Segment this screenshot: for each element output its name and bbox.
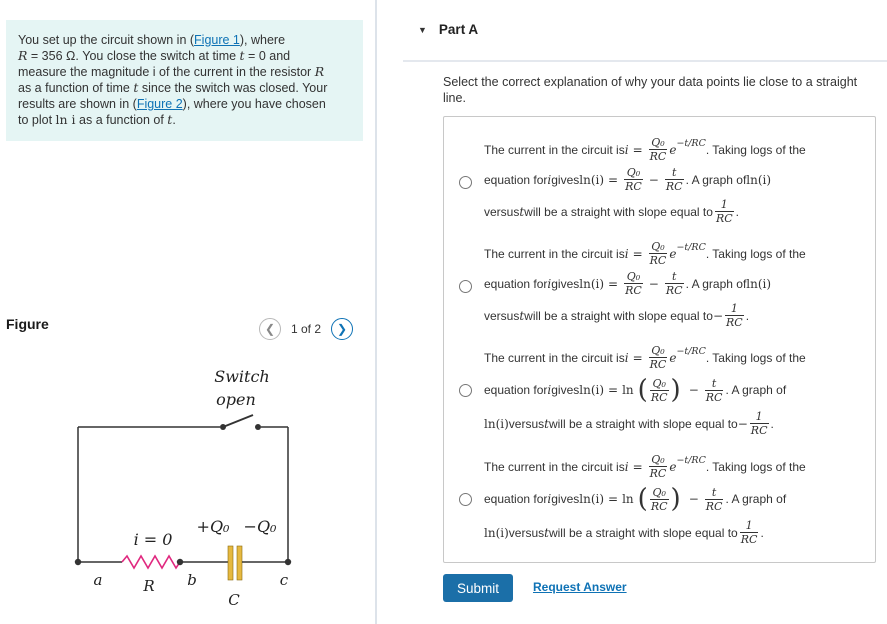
capacitor-plate-right <box>237 546 242 580</box>
part-a-header[interactable] <box>418 22 478 37</box>
figure-1-link[interactable]: Figure 1 <box>194 33 240 47</box>
node-b-label: b <box>187 571 197 589</box>
switch-blade <box>223 415 253 427</box>
node-a-dot <box>75 559 81 565</box>
question-text: Select the correct explanation of why your data points lie close to a straight line. <box>443 75 858 105</box>
node-c-label: c <box>279 571 289 589</box>
radio-option-3[interactable] <box>459 384 472 397</box>
switch-state-label: open <box>216 390 256 409</box>
resistor-label: R <box>143 577 155 595</box>
problem-line-5: results are shown in (Figure 2), where you have chosen <box>18 97 326 111</box>
figure-label: Figure <box>6 316 49 332</box>
part-title: Part A <box>438 22 479 37</box>
chevron-right-icon[interactable]: ❯ <box>331 318 353 340</box>
radio-option-4[interactable] <box>459 493 472 506</box>
answer-option-2[interactable]: The current in the circuit is i = $\frac{\text{Q₀}}{RC}$ e −t/RC . Taking logs of the equation for i gives ln(i) = $\frac{\text{Q₀}}{RC}$ − $\frac{t}{RC}$ . A graph of ln(i) versus t will be a straight with slope equal to − $\frac{1}{RC}$ . <box>444 235 875 331</box>
radio-option-1[interactable] <box>459 176 472 189</box>
capacitor-plate-left <box>228 546 233 580</box>
charge-positive-label: +Q₀ <box>196 517 230 536</box>
part-divider <box>403 60 887 62</box>
caret-down-icon: ▼ <box>418 24 427 35</box>
switch-label: Switch <box>214 367 270 386</box>
answer-option-1[interactable]: The current in the circuit is i = $\frac{\text{Q₀}}{RC}$ e −t/RC . Taking logs of the equation for i gives ln(i) = $\frac{\text{Q₀}}{RC}$ − $\frac{t}{RC}$ . A graph of ln(i) versus t will be a straight with slope equal to $\frac{1}{RC}$ . <box>444 131 875 227</box>
radio-option-2[interactable] <box>459 280 472 293</box>
circuit-diagram <box>70 360 320 620</box>
chevron-left-icon[interactable]: ❮ <box>259 318 281 340</box>
submit-button[interactable]: Submit <box>443 574 513 602</box>
problem-line-4: as a function of time t since the switch was closed. Your <box>18 80 328 95</box>
node-c-dot <box>285 559 291 565</box>
problem-line-1: You set up the circuit shown in (Figure 1), where <box>18 33 286 47</box>
problem-line-2: R = 356 Ω. You close the switch at time t = 0 and <box>18 48 291 63</box>
figure-2-link[interactable]: Figure 2 <box>136 97 183 111</box>
resistor-symbol <box>122 556 180 568</box>
problem-line-6: to plot ln i as a function of t. <box>18 112 176 127</box>
answer-option-3[interactable]: The current in the circuit is i = $\frac{\text{Q₀}}{RC}$ e −t/RC . Taking logs of the equation for i gives ln(i) = ln ( $\frac{\text{Q₀}}{RC}$ ) − $\frac{t}{RC}$ . A graph of ln(i) versus t will be a straight with slope equal to − $\frac{1}{RC}$ . <box>444 339 875 439</box>
problem-line-3: measure the magnitude i of the current in the resistor R <box>18 64 325 79</box>
node-a-label: a <box>93 571 103 589</box>
switch-contact-right <box>255 424 261 430</box>
capacitor-label: C <box>228 591 240 609</box>
figure-pager <box>259 318 353 340</box>
request-answer-link[interactable]: Request Answer <box>533 580 627 594</box>
answer-options <box>443 116 876 563</box>
figure-page-count: 1 of 2 <box>291 322 322 336</box>
charge-negative-label: −Q₀ <box>243 517 277 536</box>
fraction: $\frac{\text{Q₀}}{RC}$ <box>649 136 667 163</box>
column-divider <box>375 0 377 624</box>
problem-statement <box>6 20 363 141</box>
node-b-dot <box>177 559 183 565</box>
answer-option-4[interactable]: The current in the circuit is i = $\frac{\text{Q₀}}{RC}$ e −t/RC . Taking logs of the equation for i gives ln(i) = ln ( $\frac{\text{Q₀}}{RC}$ ) − $\frac{t}{RC}$ . A graph of ln(i) versus t will be a straight with slope equal to $\frac{1}{RC}$ . <box>444 448 875 548</box>
current-label: i = 0 <box>133 530 173 549</box>
